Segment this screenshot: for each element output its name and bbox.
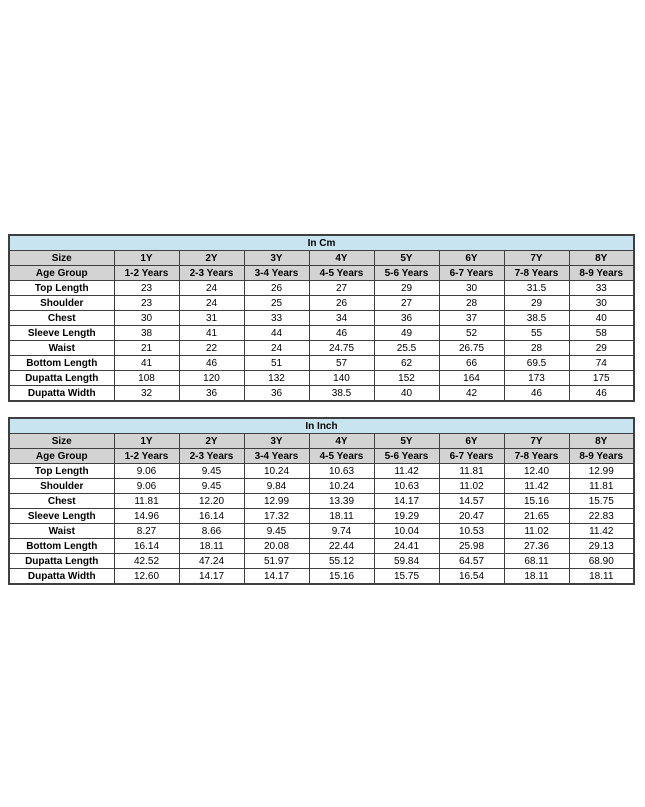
age-value-cell: 7-8 Years: [504, 449, 569, 464]
age-value-cell: 5-6 Years: [374, 449, 439, 464]
measurement-value-cell: 41: [179, 326, 244, 341]
measurement-value-cell: 74: [569, 356, 634, 371]
measurement-value-cell: 11.02: [439, 479, 504, 494]
age-value-cell: 4-5 Years: [309, 266, 374, 281]
age-value-cell: 6-7 Years: [439, 266, 504, 281]
measurement-value-cell: 9.74: [309, 524, 374, 539]
measurement-value-cell: 11.81: [569, 479, 634, 494]
age-value-cell: 1-2 Years: [114, 449, 179, 464]
size-value-cell: 1Y: [114, 434, 179, 449]
measurement-value-cell: 10.24: [309, 479, 374, 494]
measurement-value-cell: 69.5: [504, 356, 569, 371]
measurement-value-cell: 27.36: [504, 539, 569, 554]
measurement-value-cell: 22: [179, 341, 244, 356]
table-title: In Inch: [9, 418, 634, 434]
measurement-value-cell: 25.5: [374, 341, 439, 356]
size-value-cell: 8Y: [569, 434, 634, 449]
measurement-value-cell: 24: [179, 296, 244, 311]
measurement-value-cell: 12.20: [179, 494, 244, 509]
measurement-label-cell: Bottom Length: [9, 539, 114, 554]
measurement-value-cell: 11.42: [569, 524, 634, 539]
measurement-value-cell: 10.53: [439, 524, 504, 539]
age-group-header-row: [9, 266, 634, 281]
measurement-value-cell: 17.32: [244, 509, 309, 524]
measurement-row: [9, 341, 634, 356]
measurement-row: [9, 386, 634, 402]
measurement-value-cell: 15.16: [309, 569, 374, 585]
measurement-value-cell: 10.63: [374, 479, 439, 494]
measurement-value-cell: 132: [244, 371, 309, 386]
table-title: In Cm: [9, 235, 634, 251]
measurement-value-cell: 10.04: [374, 524, 439, 539]
measurement-value-cell: 55.12: [309, 554, 374, 569]
measurement-value-cell: 25.98: [439, 539, 504, 554]
size-value-cell: 2Y: [179, 251, 244, 266]
measurement-value-cell: 8.27: [114, 524, 179, 539]
measurement-value-cell: 68.90: [569, 554, 634, 569]
size-label-cell: Size: [9, 434, 114, 449]
measurement-value-cell: 173: [504, 371, 569, 386]
size-value-cell: 1Y: [114, 251, 179, 266]
measurement-label-cell: Dupatta Width: [9, 386, 114, 402]
measurement-value-cell: 11.42: [504, 479, 569, 494]
measurement-value-cell: 30: [114, 311, 179, 326]
measurement-value-cell: 26: [309, 296, 374, 311]
measurement-row: [9, 539, 634, 554]
measurement-value-cell: 33: [244, 311, 309, 326]
measurement-label-cell: Chest: [9, 494, 114, 509]
measurement-value-cell: 9.45: [179, 479, 244, 494]
size-value-cell: 6Y: [439, 251, 504, 266]
age-value-cell: 8-9 Years: [569, 449, 634, 464]
measurement-value-cell: 46: [179, 356, 244, 371]
measurement-value-cell: 14.17: [374, 494, 439, 509]
measurement-value-cell: 11.81: [114, 494, 179, 509]
measurement-value-cell: 29: [504, 296, 569, 311]
measurement-value-cell: 23: [114, 296, 179, 311]
measurement-row: [9, 479, 634, 494]
measurement-label-cell: Sleeve Length: [9, 326, 114, 341]
measurement-label-cell: Dupatta Length: [9, 554, 114, 569]
measurement-value-cell: 11.42: [374, 464, 439, 479]
measurement-value-cell: 29: [569, 341, 634, 356]
measurement-value-cell: 9.45: [244, 524, 309, 539]
age-group-header-row: [9, 449, 634, 464]
measurement-row: [9, 524, 634, 539]
size-value-cell: 8Y: [569, 251, 634, 266]
measurement-value-cell: 33: [569, 281, 634, 296]
measurement-label-cell: Shoulder: [9, 296, 114, 311]
measurement-value-cell: 68.11: [504, 554, 569, 569]
measurement-value-cell: 51.97: [244, 554, 309, 569]
measurement-value-cell: 21.65: [504, 509, 569, 524]
measurement-value-cell: 46: [569, 386, 634, 402]
measurement-value-cell: 9.84: [244, 479, 309, 494]
measurement-row: [9, 554, 634, 569]
measurement-label-cell: Top Length: [9, 464, 114, 479]
measurement-value-cell: 20.08: [244, 539, 309, 554]
measurement-row: [9, 569, 634, 585]
measurement-value-cell: 49: [374, 326, 439, 341]
measurement-label-cell: Shoulder: [9, 479, 114, 494]
measurement-value-cell: 58: [569, 326, 634, 341]
measurement-value-cell: 52: [439, 326, 504, 341]
measurement-value-cell: 36: [244, 386, 309, 402]
measurement-row: [9, 356, 634, 371]
measurement-value-cell: 25: [244, 296, 309, 311]
size-label-cell: Size: [9, 251, 114, 266]
measurement-value-cell: 27: [374, 296, 439, 311]
age-value-cell: 5-6 Years: [374, 266, 439, 281]
measurement-value-cell: 16.54: [439, 569, 504, 585]
measurement-value-cell: 47.24: [179, 554, 244, 569]
measurement-label-cell: Top Length: [9, 281, 114, 296]
measurement-label-cell: Dupatta Length: [9, 371, 114, 386]
size-value-cell: 3Y: [244, 434, 309, 449]
measurement-value-cell: 31.5: [504, 281, 569, 296]
measurement-value-cell: 57: [309, 356, 374, 371]
measurement-value-cell: 16.14: [179, 509, 244, 524]
measurement-value-cell: 38.5: [309, 386, 374, 402]
measurement-value-cell: 29: [374, 281, 439, 296]
measurement-value-cell: 28: [439, 296, 504, 311]
measurement-value-cell: 15.75: [374, 569, 439, 585]
measurement-value-cell: 34: [309, 311, 374, 326]
size-header-row: [9, 434, 634, 449]
measurement-value-cell: 9.06: [114, 464, 179, 479]
measurement-value-cell: 36: [179, 386, 244, 402]
measurement-label-cell: Bottom Length: [9, 356, 114, 371]
age-value-cell: 7-8 Years: [504, 266, 569, 281]
measurement-value-cell: 164: [439, 371, 504, 386]
measurement-value-cell: 22.44: [309, 539, 374, 554]
measurement-value-cell: 51: [244, 356, 309, 371]
measurement-value-cell: 9.06: [114, 479, 179, 494]
measurement-label-cell: Sleeve Length: [9, 509, 114, 524]
table-title-row: [9, 418, 634, 434]
measurement-value-cell: 29.13: [569, 539, 634, 554]
measurement-value-cell: 14.57: [439, 494, 504, 509]
measurement-value-cell: 31: [179, 311, 244, 326]
measurement-row: [9, 509, 634, 524]
measurement-row: [9, 281, 634, 296]
measurement-value-cell: 10.63: [309, 464, 374, 479]
measurement-row: [9, 326, 634, 341]
measurement-value-cell: 8.66: [179, 524, 244, 539]
size-header-row: [9, 251, 634, 266]
measurement-value-cell: 24.75: [309, 341, 374, 356]
measurement-value-cell: 9.45: [179, 464, 244, 479]
measurement-value-cell: 14.96: [114, 509, 179, 524]
measurement-value-cell: 30: [439, 281, 504, 296]
measurement-value-cell: 12.99: [244, 494, 309, 509]
measurement-value-cell: 41: [114, 356, 179, 371]
measurement-value-cell: 30: [569, 296, 634, 311]
size-value-cell: 3Y: [244, 251, 309, 266]
size-value-cell: 7Y: [504, 434, 569, 449]
measurement-value-cell: 62: [374, 356, 439, 371]
measurement-value-cell: 28: [504, 341, 569, 356]
age-label-cell: Age Group: [9, 449, 114, 464]
measurement-value-cell: 20.47: [439, 509, 504, 524]
inch-size-table: [8, 417, 635, 585]
measurement-value-cell: 44: [244, 326, 309, 341]
measurement-value-cell: 36: [374, 311, 439, 326]
age-value-cell: 6-7 Years: [439, 449, 504, 464]
measurement-row: [9, 464, 634, 479]
measurement-value-cell: 10.24: [244, 464, 309, 479]
size-value-cell: 7Y: [504, 251, 569, 266]
measurement-row: [9, 296, 634, 311]
measurement-value-cell: 18.11: [504, 569, 569, 585]
measurement-label-cell: Chest: [9, 311, 114, 326]
measurement-value-cell: 38: [114, 326, 179, 341]
age-value-cell: 2-3 Years: [179, 449, 244, 464]
measurement-value-cell: 24: [244, 341, 309, 356]
measurement-value-cell: 16.14: [114, 539, 179, 554]
measurement-value-cell: 55: [504, 326, 569, 341]
measurement-label-cell: Dupatta Width: [9, 569, 114, 585]
cm-size-table: [8, 234, 635, 402]
age-value-cell: 3-4 Years: [244, 449, 309, 464]
size-value-cell: 5Y: [374, 434, 439, 449]
measurement-value-cell: 24: [179, 281, 244, 296]
measurement-value-cell: 22.83: [569, 509, 634, 524]
measurement-value-cell: 18.11: [569, 569, 634, 585]
age-value-cell: 2-3 Years: [179, 266, 244, 281]
measurement-value-cell: 120: [179, 371, 244, 386]
measurement-value-cell: 175: [569, 371, 634, 386]
measurement-row: [9, 371, 634, 386]
measurement-value-cell: 108: [114, 371, 179, 386]
measurement-value-cell: 40: [374, 386, 439, 402]
measurement-value-cell: 14.17: [244, 569, 309, 585]
measurement-row: [9, 311, 634, 326]
measurement-value-cell: 21: [114, 341, 179, 356]
age-value-cell: 8-9 Years: [569, 266, 634, 281]
measurement-value-cell: 26.75: [439, 341, 504, 356]
measurement-value-cell: 42.52: [114, 554, 179, 569]
age-value-cell: 1-2 Years: [114, 266, 179, 281]
measurement-value-cell: 27: [309, 281, 374, 296]
age-value-cell: 4-5 Years: [309, 449, 374, 464]
size-value-cell: 2Y: [179, 434, 244, 449]
measurement-value-cell: 11.02: [504, 524, 569, 539]
measurement-value-cell: 46: [504, 386, 569, 402]
measurement-value-cell: 66: [439, 356, 504, 371]
size-value-cell: 5Y: [374, 251, 439, 266]
measurement-value-cell: 18.11: [309, 509, 374, 524]
size-value-cell: 6Y: [439, 434, 504, 449]
measurement-value-cell: 14.17: [179, 569, 244, 585]
measurement-value-cell: 15.75: [569, 494, 634, 509]
measurement-row: [9, 494, 634, 509]
measurement-value-cell: 13.39: [309, 494, 374, 509]
measurement-value-cell: 12.40: [504, 464, 569, 479]
measurement-value-cell: 12.60: [114, 569, 179, 585]
measurement-value-cell: 32: [114, 386, 179, 402]
measurement-value-cell: 59.84: [374, 554, 439, 569]
measurement-value-cell: 23: [114, 281, 179, 296]
size-value-cell: 4Y: [309, 251, 374, 266]
measurement-value-cell: 38.5: [504, 311, 569, 326]
measurement-value-cell: 42: [439, 386, 504, 402]
age-label-cell: Age Group: [9, 266, 114, 281]
measurement-value-cell: 140: [309, 371, 374, 386]
measurement-value-cell: 64.57: [439, 554, 504, 569]
measurement-value-cell: 15.16: [504, 494, 569, 509]
measurement-label-cell: Waist: [9, 524, 114, 539]
size-chart: [8, 234, 635, 600]
measurement-value-cell: 152: [374, 371, 439, 386]
table-title-row: [9, 235, 634, 251]
size-value-cell: 4Y: [309, 434, 374, 449]
measurement-value-cell: 40: [569, 311, 634, 326]
measurement-value-cell: 37: [439, 311, 504, 326]
measurement-value-cell: 18.11: [179, 539, 244, 554]
measurement-value-cell: 11.81: [439, 464, 504, 479]
age-value-cell: 3-4 Years: [244, 266, 309, 281]
measurement-value-cell: 26: [244, 281, 309, 296]
measurement-value-cell: 46: [309, 326, 374, 341]
measurement-label-cell: Waist: [9, 341, 114, 356]
measurement-value-cell: 12.99: [569, 464, 634, 479]
measurement-value-cell: 24.41: [374, 539, 439, 554]
measurement-value-cell: 19.29: [374, 509, 439, 524]
